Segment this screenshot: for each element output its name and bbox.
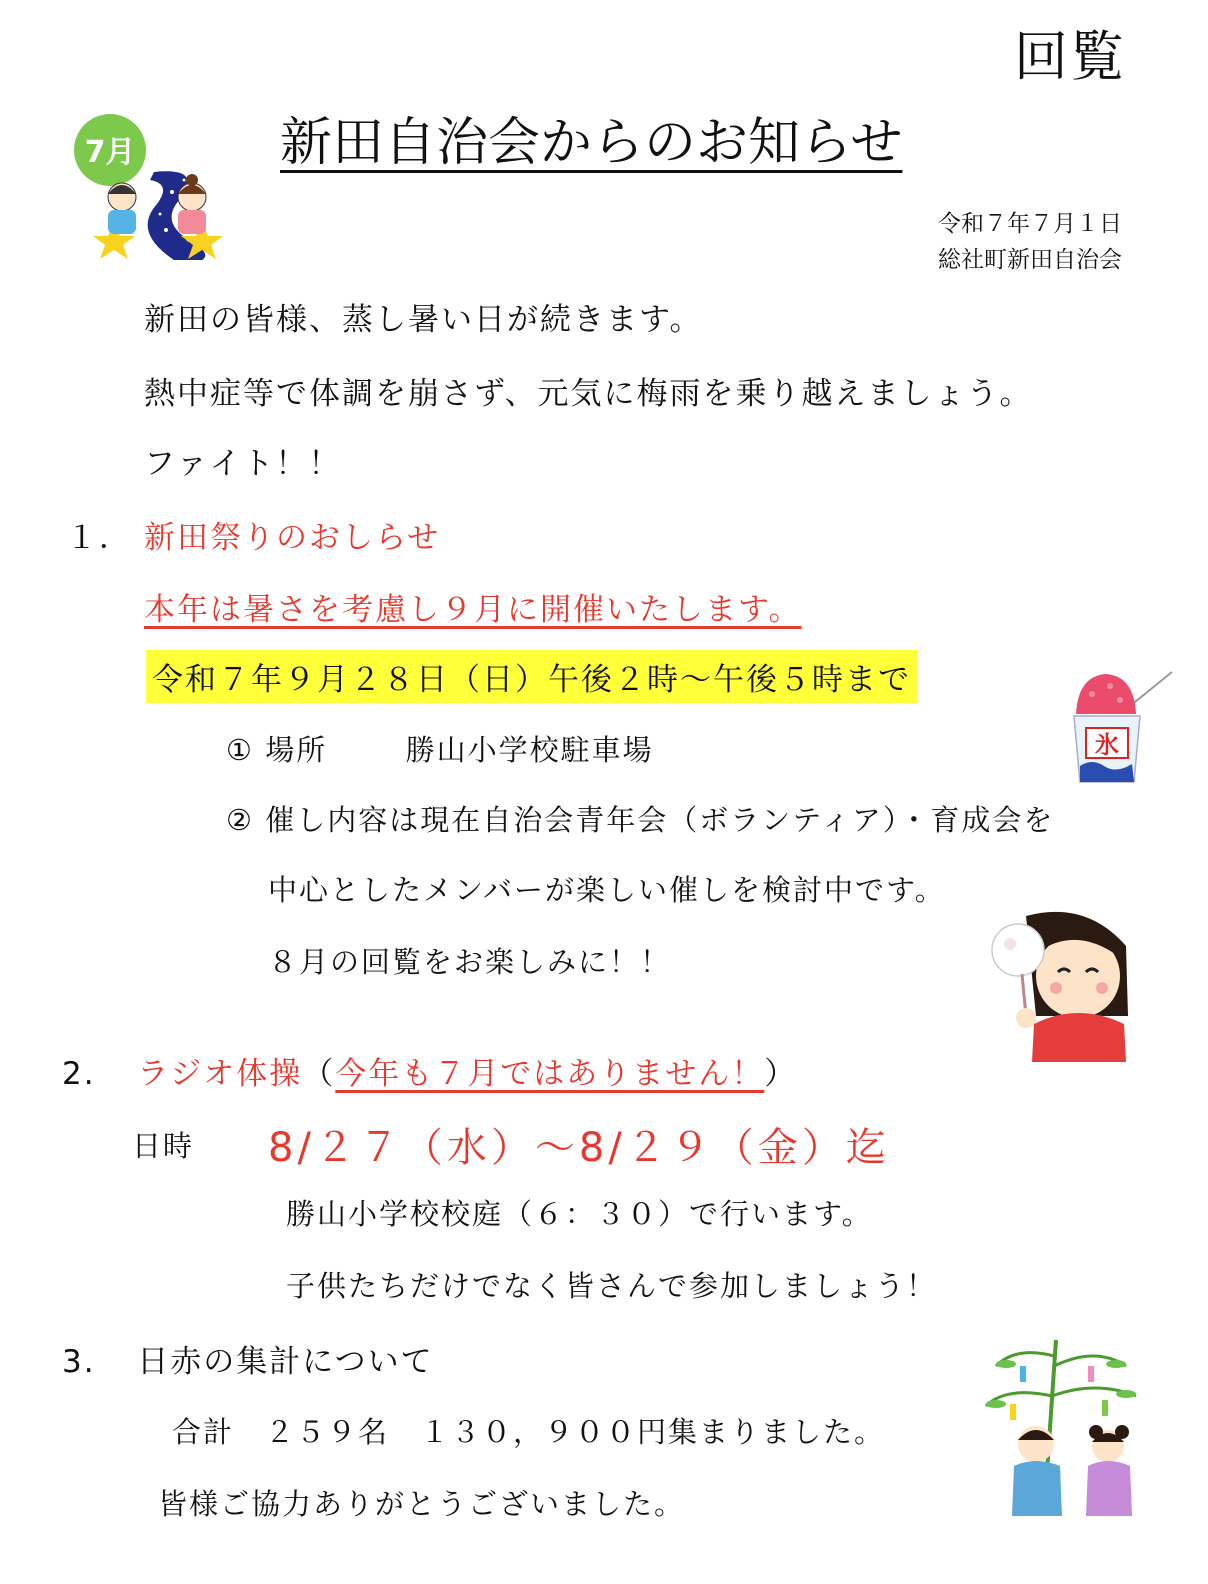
contents-text: 催し内容は現在自治会青年会（ボランティア）・育成会を	[265, 803, 1055, 837]
section-1-number: １．	[66, 520, 132, 556]
girl-cotton-candy-illustration	[986, 906, 1138, 1062]
intro-line-2: 熱中症等で体調を崩さず、元気に梅雨を乗り越えましょう。	[144, 376, 1033, 412]
item-marker: ①	[226, 733, 254, 767]
radio-datetime-value: 8/２７（水）～8/２９（金）迄	[268, 1125, 890, 1171]
red-cross-thanks: 皆様ご協力ありがとうございました。	[158, 1487, 686, 1521]
shaved-ice-label: 氷	[1095, 731, 1119, 759]
section-2-heading: ラジオ体操	[137, 1056, 303, 1092]
issue-date: 令和７年７月１日	[938, 211, 1122, 237]
page-title: 新田自治会からのお知らせ	[280, 113, 903, 173]
shaved-ice-illustration	[1068, 668, 1178, 786]
item-marker: ②	[226, 803, 254, 837]
radio-exercise-note: 今年も７月ではありません！	[335, 1056, 765, 1092]
festival-contents-line-2: 中心としたメンバーが楽しい催しを検討中です。	[268, 873, 946, 907]
circulation-mark: 回覧	[1014, 25, 1126, 88]
paren-open: （	[302, 1056, 336, 1092]
section-3-number: 3.	[62, 1344, 96, 1380]
section-3-heading: 日赤の集計について	[137, 1344, 434, 1380]
tanabata-july-illustration	[62, 112, 232, 262]
section-2-number: 2.	[62, 1056, 96, 1092]
issuer-block	[938, 206, 1122, 278]
festival-contents-line-3: ８月の回覧をお楽しみに！！	[268, 945, 672, 979]
section-1-heading: 新田祭りのおしらせ	[144, 520, 441, 556]
radio-place: 勝山小学校校庭（６：３０）で行います。	[286, 1197, 873, 1231]
paren-close: ）	[764, 1056, 798, 1092]
festival-place	[226, 728, 654, 769]
place-label: 場所	[265, 733, 328, 767]
intro-line-3: ファイト！！	[144, 446, 342, 482]
place-value: 勝山小学校駐車場	[405, 733, 654, 767]
month-badge-text: 7月	[84, 135, 136, 170]
radio-datetime-label: 日時	[132, 1129, 195, 1163]
section-3-title	[62, 1336, 434, 1381]
radio-invite: 子供たちだけでなく皆さんで参加しましょう！	[286, 1269, 938, 1303]
tanabata-bamboo-illustration	[976, 1336, 1158, 1518]
festival-contents-line-1	[226, 798, 1054, 839]
issuer-name: 総社町新田自治会	[938, 247, 1122, 273]
intro-line-1: 新田の皆様、蒸し暑い日が続きます。	[144, 302, 703, 338]
section-2-title	[62, 1048, 797, 1093]
red-cross-total: 合計 ２５９名 １３０，９００円集まりました。	[172, 1415, 886, 1449]
festival-notice: 本年は暑さを考慮し９月に開催いたします。	[144, 592, 802, 628]
festival-datetime: 令和７年９月２８日（日）午後２時～午後５時まで	[146, 650, 917, 703]
